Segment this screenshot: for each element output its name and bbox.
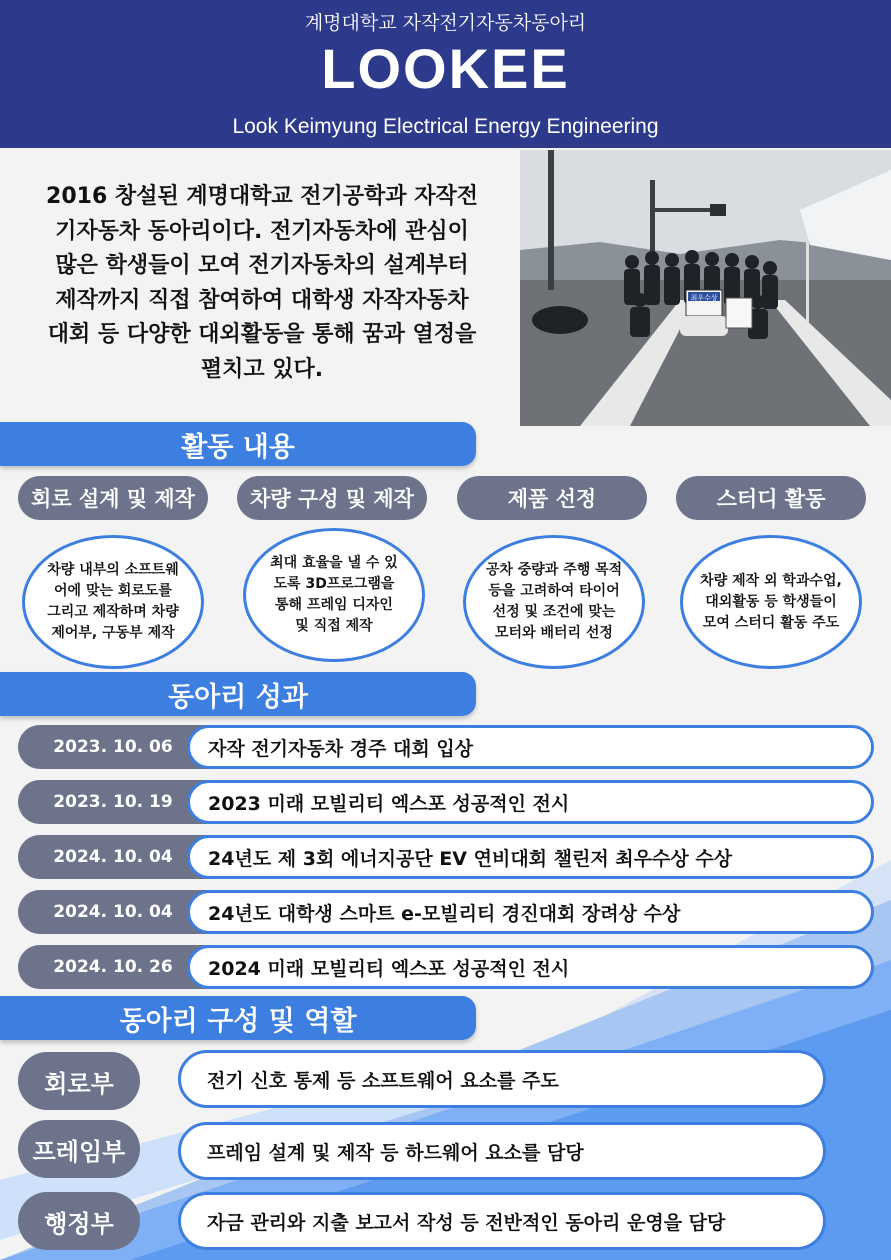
activity-tab-product — [457, 476, 647, 520]
activity-tab-study — [676, 476, 866, 520]
achievement-item — [187, 780, 874, 824]
roles-heading-text: 동아리 구성 및 역할 — [119, 1005, 357, 1037]
activity-desc-text: 최대 효율을 낼 수 있 도록 3D프로그램을 통해 프레임 디자인 및 직접 제작 — [270, 555, 398, 634]
achievement-text: 24년도 대학생 스마트 e-모빌리티 경진대회 장려상 수상 — [208, 902, 681, 925]
intro-line: 대회 등 다양한 대외활동을 통해 꿈과 열정을 — [47, 322, 477, 347]
activities-heading-text: 활동 내용 — [181, 431, 295, 463]
role-description-text: 전기 신호 통제 등 소프트웨어 요소를 주도 — [207, 1069, 559, 1092]
achievement-date: 2024. 10. 26 — [18, 945, 208, 989]
role-description — [178, 1192, 826, 1250]
achievement-item — [187, 835, 874, 879]
role-name: 프레임부 — [18, 1120, 140, 1178]
achievement-text: 2024 미래 모빌리티 엑스포 성공적인 전시 — [208, 957, 570, 980]
achievement-item — [187, 725, 874, 769]
activity-tab-circuit — [18, 476, 208, 520]
intro-line: 기자동차 동아리이다. 전기자동차에 관심이 — [55, 218, 469, 244]
activity-tab-label: 스터디 활동 — [716, 487, 826, 511]
roles-heading — [0, 996, 476, 1040]
intro-text — [12, 180, 512, 387]
role-description-text: 자금 관리와 지출 보고서 작성 등 전반적인 동아리 운영을 담당 — [207, 1211, 726, 1234]
team-photo — [520, 150, 891, 426]
team-photo-illustration — [520, 150, 891, 426]
role-description-text: 프레임 설계 및 제작 등 하드웨어 요소를 담당 — [207, 1141, 584, 1164]
achievement-item — [187, 945, 874, 989]
activity-desc-vehicle — [243, 528, 425, 662]
achievement-date: 2023. 10. 19 — [18, 780, 208, 824]
intro-line: 펼치고 있다. — [200, 356, 324, 382]
activity-tab-label: 제품 선정 — [507, 487, 597, 511]
achievement-text: 2023 미래 모빌리티 엑스포 성공적인 전시 — [208, 792, 570, 815]
activity-desc-text: 공차 중량과 주행 목적 등을 고려하여 타이어 선정 및 조건에 맞는 모터와 배터리 선정 — [485, 562, 623, 641]
club-title: LOOKEE — [321, 37, 570, 100]
role-description — [178, 1050, 826, 1108]
activity-desc-text: 차량 내부의 소프트웨 어에 맞는 회로도를 그리고 제작하며 차량 제어부, 구동부 제작 — [47, 562, 179, 641]
activity-desc-product — [463, 535, 645, 669]
intro-line: 2016 창설된 계명대학교 전기공학과 자작전 — [46, 184, 478, 209]
achievement-text: 24년도 제 3회 에너지공단 EV 연비대회 챌린저 최우수상 수상 — [208, 847, 733, 870]
header-banner — [0, 0, 891, 148]
activity-desc-study — [680, 535, 862, 669]
activity-desc-circuit — [22, 535, 204, 669]
club-subtitle: 계명대학교 자작전기자동차동아리 — [304, 12, 587, 34]
activity-tab-vehicle — [237, 476, 427, 520]
activity-tab-label: 회로 설계 및 제작 — [31, 487, 195, 511]
achievement-date: 2024. 10. 04 — [18, 890, 208, 934]
achievements-heading-text: 동아리 성과 — [168, 681, 308, 713]
achievements-heading — [0, 672, 476, 716]
intro-line: 제작까지 직접 참여하여 대학생 자작자동차 — [55, 287, 469, 313]
achievement-text: 자작 전기자동차 경주 대회 입상 — [208, 737, 474, 760]
role-name: 행정부 — [18, 1192, 140, 1250]
role-name: 회로부 — [18, 1052, 140, 1110]
achievement-date: 2023. 10. 06 — [18, 725, 208, 769]
intro-line: 많은 학생들이 모여 전기자동차의 설계부터 — [55, 253, 469, 278]
achievement-item — [187, 890, 874, 934]
achievement-date: 2024. 10. 04 — [18, 835, 208, 879]
club-tagline: Look Keimyung Electrical Energy Engineering — [232, 115, 659, 138]
activity-tab-label: 차량 구성 및 제작 — [250, 487, 414, 511]
role-description — [178, 1122, 826, 1180]
activities-heading — [0, 422, 476, 466]
activity-desc-text: 차량 제작 외 학과수업, 대외활동 등 학생들이 모여 스터디 활동 주도 — [700, 572, 842, 631]
banner-text: 최우수상 — [690, 294, 718, 302]
